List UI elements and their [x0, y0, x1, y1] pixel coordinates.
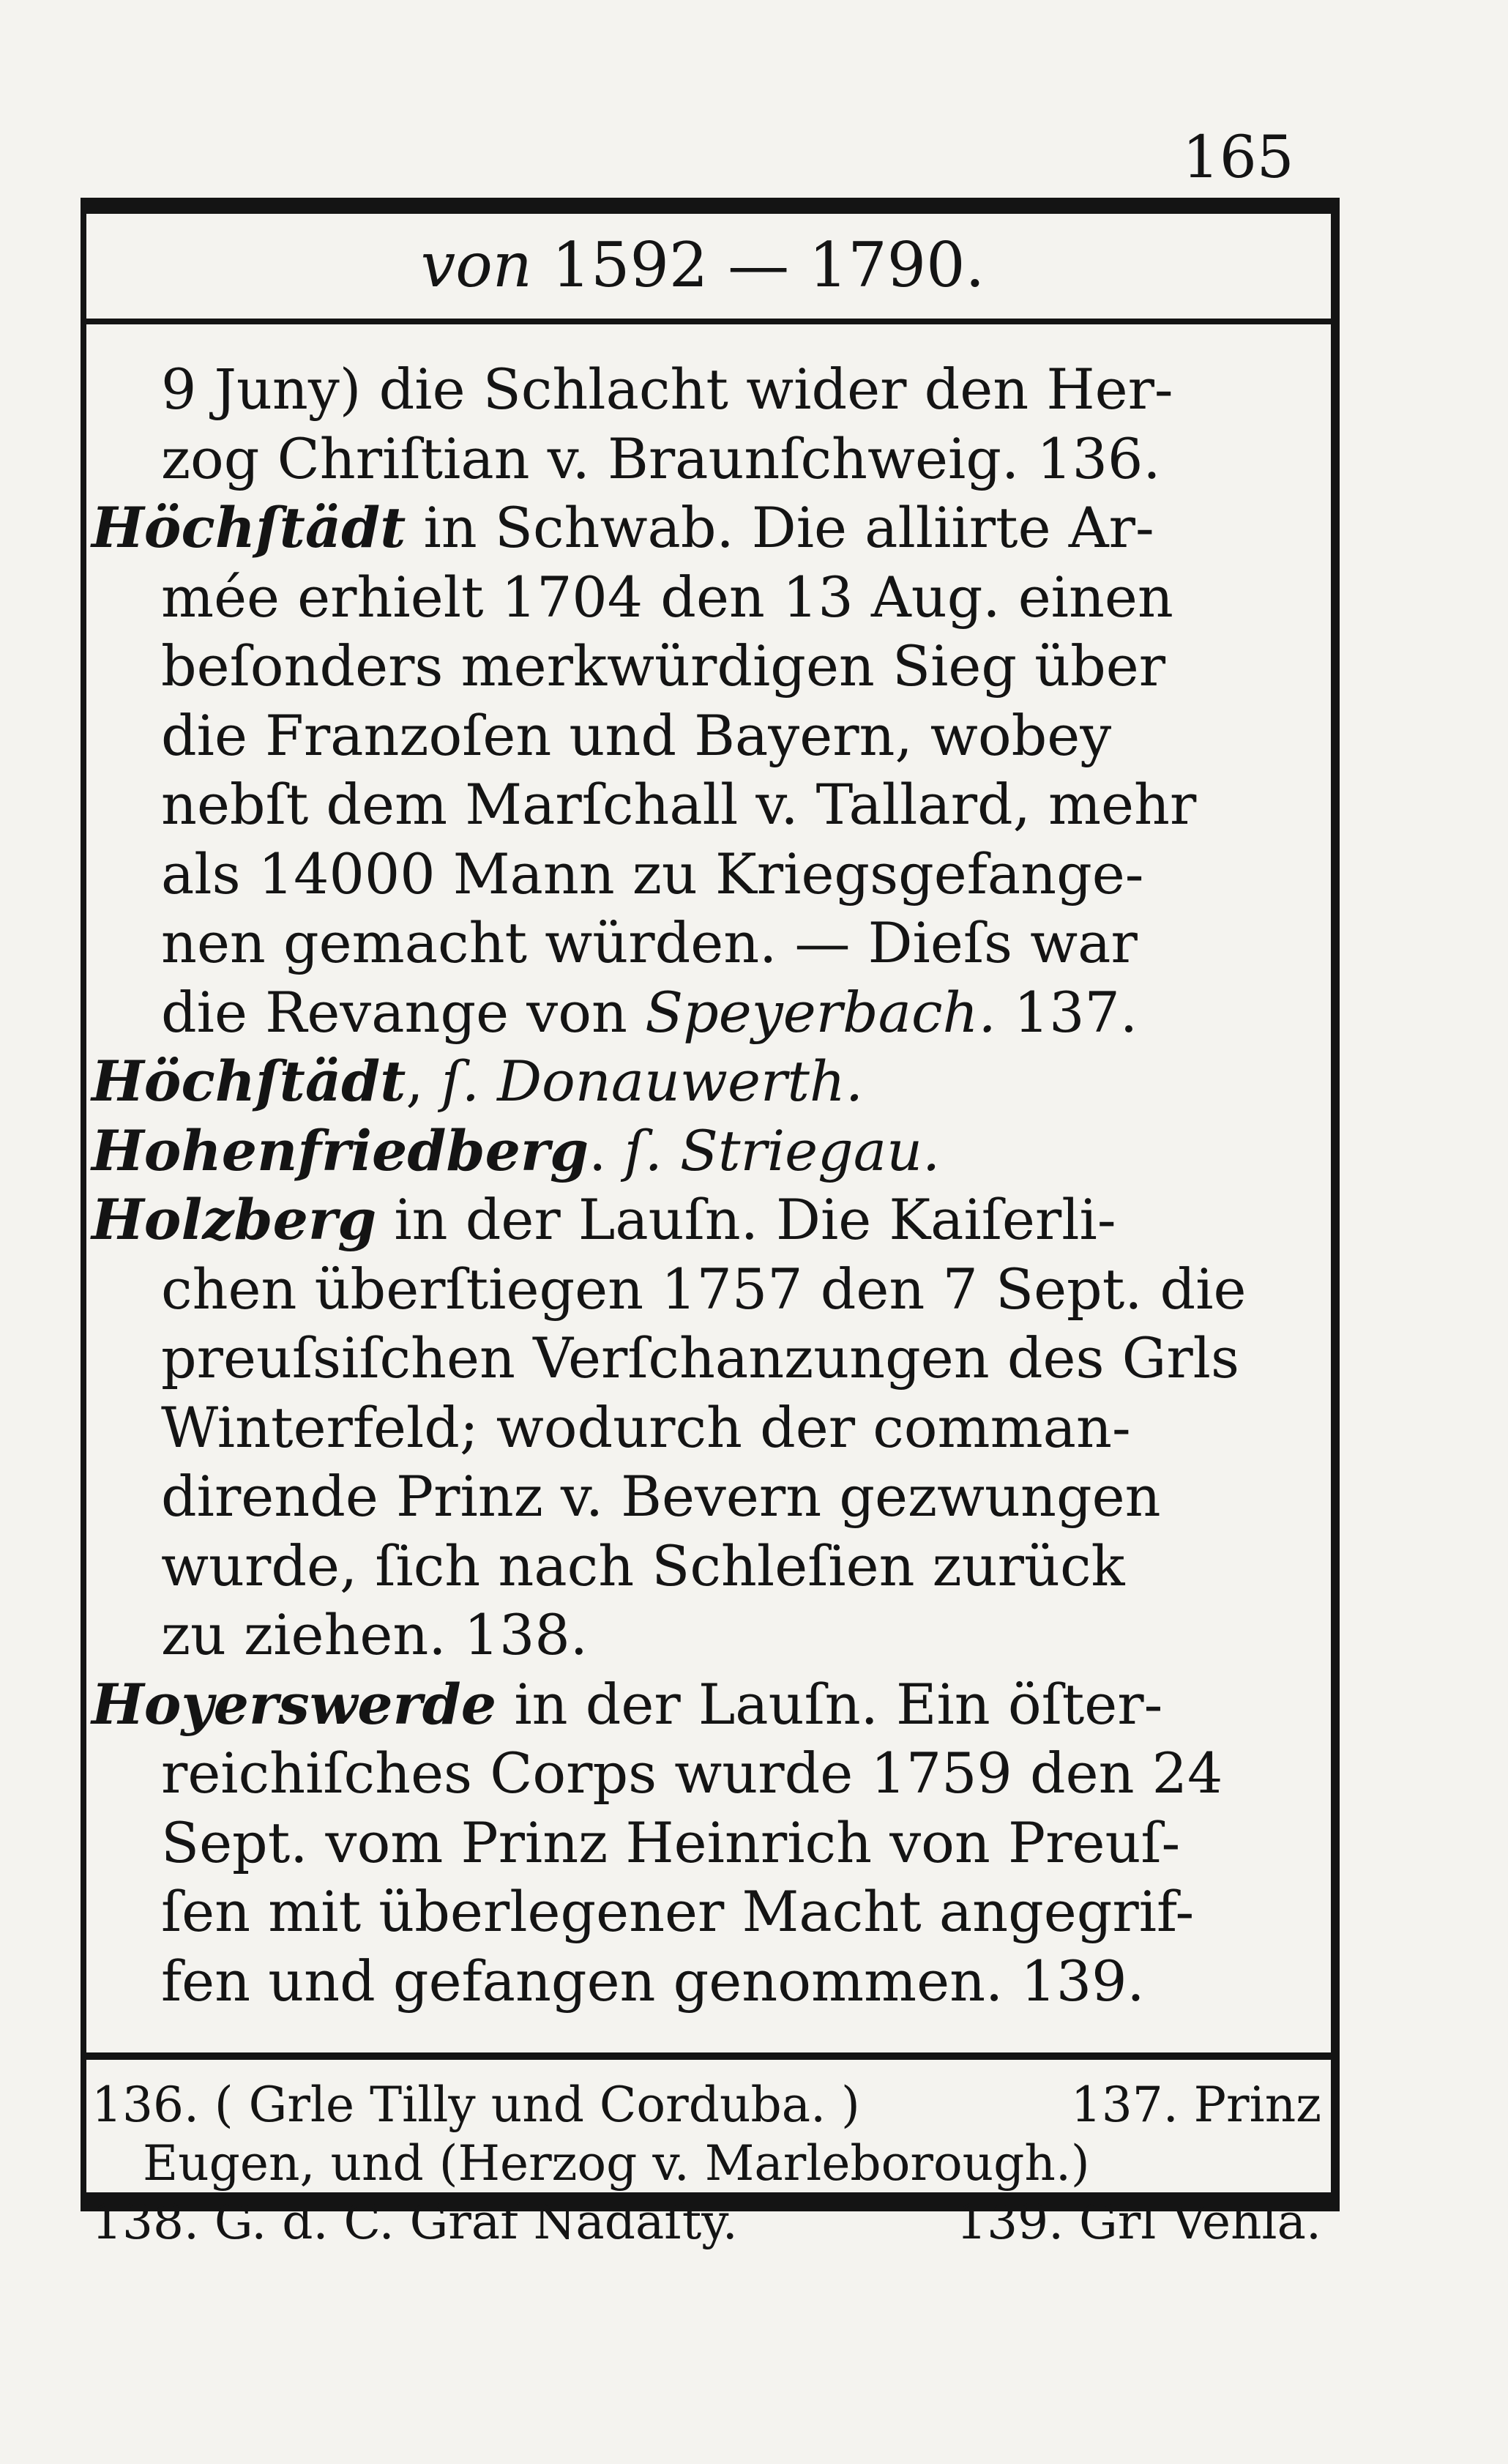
italic-reference: ſ. Striegau. [624, 1117, 941, 1183]
line-text: zog Chriſtian v. Braunſchweig. 136. [161, 425, 1161, 491]
line-text: die Revange von [161, 979, 646, 1045]
text-line [92, 1739, 1321, 1809]
line-text: die Franzoſen und Bayern, wobey [161, 702, 1112, 768]
text-line [92, 1670, 1321, 1740]
footnote-137-cont: Eugen, und (Herzog v. Marleborough.) [143, 2135, 1090, 2192]
text-line [92, 909, 1321, 978]
text-line [92, 840, 1321, 909]
footnote-line [92, 2193, 1321, 2252]
line-text: , [406, 1049, 441, 1114]
text-line [92, 701, 1321, 771]
line-text: Sept. vom Prinz Heinrich von Preuſ- [161, 1809, 1181, 1875]
text-line [92, 355, 1321, 425]
text-line [92, 1947, 1321, 2017]
text-line [92, 1255, 1321, 1325]
footnote-line [92, 2134, 1321, 2193]
footnote-line [92, 2076, 1321, 2134]
line-text: fen und gefangen genommen. 139. [161, 1948, 1145, 2014]
text-line [92, 494, 1321, 563]
running-head-prefix: von [420, 229, 532, 301]
footnote-marker: 137. [996, 979, 1138, 1045]
text-line [92, 1462, 1321, 1532]
line-text: in Schwab. Die alliirte Ar- [406, 495, 1154, 560]
line-text: chen überſtiegen 1757 den 7 Sept. die [161, 1256, 1247, 1322]
footnote-137-start: 137. Prinz [1070, 2077, 1321, 2133]
line-text: nen gemacht würden. — Dieſs war [161, 910, 1138, 975]
line-text: als 14000 Mann zu Kriegsgefange- [161, 841, 1144, 907]
entry-headword: Hohenfriedberg [92, 1117, 589, 1183]
footnote-139: 139. Grl Vehla. [956, 2194, 1321, 2250]
line-text: wurde, ſich nach Schleſien zurück [161, 1533, 1125, 1598]
text-line [92, 563, 1321, 633]
line-text: mée erhielt 1704 den 13 Aug. einen [161, 564, 1173, 630]
text-line [92, 1809, 1321, 1878]
footnote-rule [81, 2052, 1340, 2060]
text-line [92, 978, 1321, 1048]
text-line [92, 1047, 1321, 1117]
page-number: 165 [1182, 123, 1294, 191]
body-text [92, 355, 1321, 2016]
entry-headword: Höchſtädt [92, 495, 406, 560]
text-line [92, 1117, 1321, 1186]
line-text: in der Lauſn. Die Kaiſerli- [376, 1187, 1116, 1252]
line-text: beſonders merkwürdigen Sieg über [161, 633, 1166, 699]
text-line [92, 1601, 1321, 1670]
line-text: ſen mit überlegener Macht angegrif- [161, 1879, 1195, 1944]
running-head-years: 1592 — 1790. [551, 229, 985, 301]
line-text: zu ziehen. 138. [161, 1602, 588, 1667]
line-text: . [589, 1117, 624, 1183]
entry-headword: Höchſtädt [92, 1049, 406, 1114]
line-text: 9 Juny) die Schlacht wider den Her- [161, 357, 1173, 422]
text-line [92, 632, 1321, 701]
footnotes [92, 2076, 1321, 2252]
entry-headword: Hoyerswerde [92, 1671, 497, 1737]
running-head [146, 229, 1259, 301]
footnote-136: 136. ( Grle Tilly und Corduba. ) [92, 2077, 860, 2133]
line-text: dirende Prinz v. Bevern gezwungen [161, 1464, 1161, 1529]
line-text: in der Lauſn. Ein öſter- [496, 1671, 1163, 1737]
text-line [92, 1393, 1321, 1463]
footnote-138: 138. G. d. C. Graf Nadaſty. [92, 2194, 738, 2250]
italic-reference: ſ. Donauwerth. [441, 1049, 864, 1114]
head-rule [81, 319, 1340, 324]
text-line [92, 1324, 1321, 1393]
text-line [92, 425, 1321, 494]
text-line [92, 1186, 1321, 1255]
italic-reference: Speyerbach. [645, 979, 996, 1045]
text-line [92, 1532, 1321, 1601]
line-text: preuſsiſchen Verſchanzungen des Grls [161, 1325, 1239, 1391]
entry-headword: Holzberg [92, 1187, 377, 1252]
text-line [92, 770, 1321, 840]
text-line [92, 1877, 1321, 1947]
line-text: reichiſches Corps wurde 1759 den 24 [161, 1741, 1223, 1806]
line-text: nebſt dem Marſchall v. Tallard, mehr [161, 772, 1197, 837]
line-text: Winterfeld; wodurch der comman- [161, 1394, 1131, 1460]
